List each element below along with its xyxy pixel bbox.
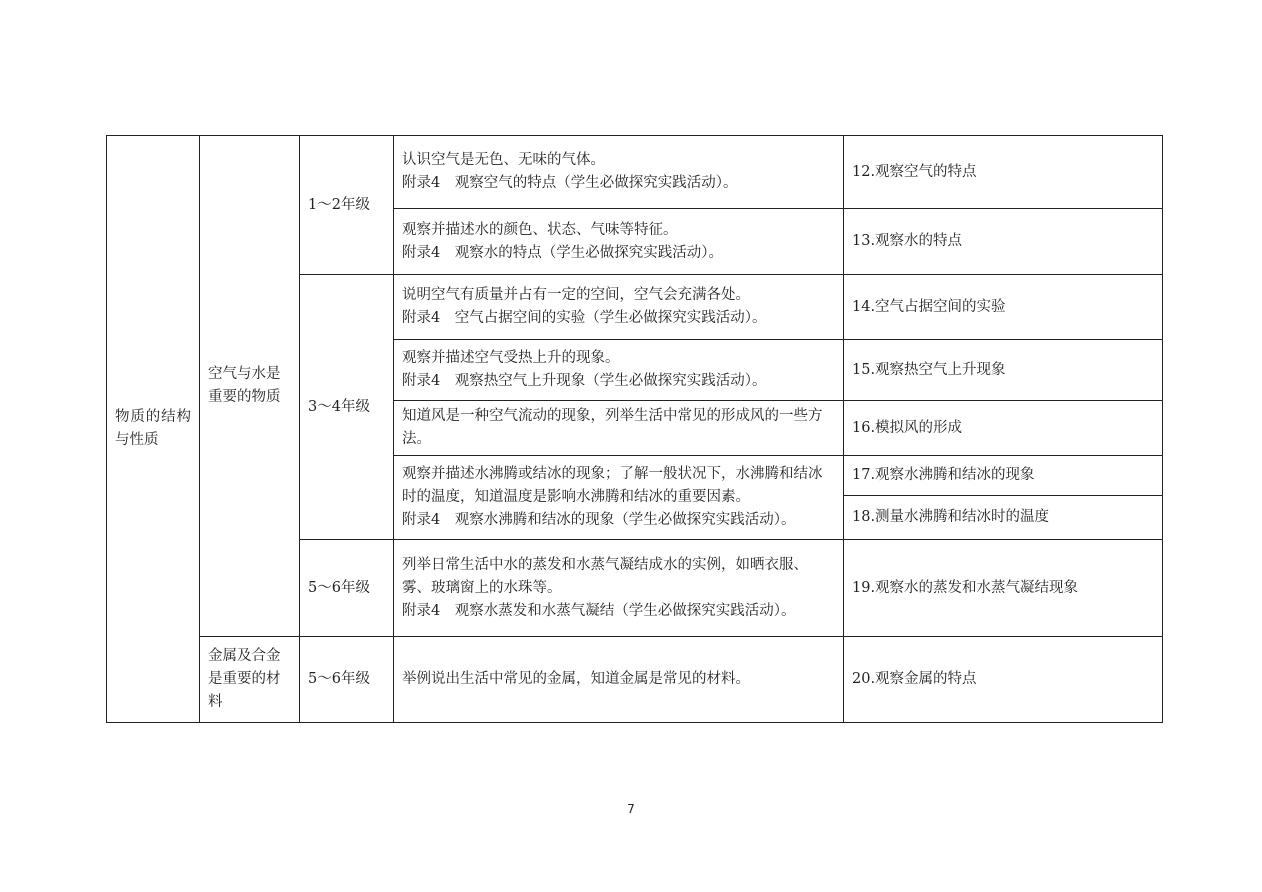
- activity-cell: 20.观察金属的特点: [844, 637, 1163, 723]
- requirement-cell: [394, 540, 844, 637]
- table-row: [107, 136, 1163, 209]
- grade-5-6: 5～6年级: [300, 540, 394, 637]
- activity-cell: 17.观察水沸腾和结冰的现象: [844, 456, 1163, 496]
- requirement-line: 观察并描述水的颜色、状态、气味等特征。: [402, 221, 678, 238]
- requirement-line: 附录4 观察水的特点（学生必做探究实践活动）。: [402, 244, 723, 261]
- requirement-line: 观察并描述空气受热上升的现象。: [402, 350, 620, 366]
- requirement-line: 列举日常生活中水的蒸发和水蒸气凝结成水的实例，如晒衣服、雾、玻璃窗上的水珠等。: [402, 556, 808, 596]
- table-row: [107, 637, 1163, 723]
- requirement-line: 附录4 空气占据空间的实验（学生必做探究实践活动）。: [402, 310, 767, 326]
- domain-cell: 物质的结构与性质: [107, 136, 200, 723]
- activity-cell: 19.观察水的蒸发和水蒸气凝结现象: [844, 540, 1163, 637]
- topic-air-water: 空气与水是重要的物质: [200, 136, 300, 637]
- requirement-cell: [394, 136, 844, 209]
- activity-cell: 14.空气占据空间的实验: [844, 275, 1163, 340]
- requirement-cell: [394, 456, 844, 540]
- requirement-cell: [394, 340, 844, 401]
- requirement-line: 附录4 观察热空气上升现象（学生必做探究实践活动）。: [402, 373, 767, 389]
- page-number: 7: [627, 802, 635, 816]
- curriculum-table: [106, 135, 1163, 723]
- grade-3-4: 3～4年级: [300, 275, 394, 540]
- topic-metal: 金属及合金是重要的材料: [200, 637, 300, 723]
- requirement-line: 观察并描述水沸腾或结冰的现象；了解一般状况下，水沸腾和结冰时的温度，知道温度是影响水沸腾和结冰的重要因素。: [402, 466, 823, 505]
- activity-cell: 15.观察热空气上升现象: [844, 340, 1163, 401]
- requirement-line: 认识空气是无色、无味的气体。: [402, 152, 605, 168]
- activity-cell: 12.观察空气的特点: [844, 136, 1163, 209]
- activity-cell: 18.测量水沸腾和结冰时的温度: [844, 496, 1163, 540]
- requirement-cell: [394, 401, 844, 456]
- requirement-cell: [394, 275, 844, 340]
- requirement-line: 附录4 观察水沸腾和结冰的现象（学生必做探究实践活动）。: [402, 512, 796, 528]
- activity-cell: 16.模拟风的形成: [844, 401, 1163, 456]
- requirement-cell: [394, 209, 844, 275]
- requirement-line: 附录4 观察空气的特点（学生必做探究实践活动）。: [402, 175, 738, 191]
- requirement-line: 附录4 观察水蒸发和水蒸气凝结（学生必做探究实践活动）。: [402, 602, 796, 619]
- requirement-line: 知道风是一种空气流动的现象，列举生活中常见的形成风的一些方法。: [402, 408, 823, 447]
- activity-cell: 13.观察水的特点: [844, 209, 1163, 275]
- grade-5-6-metal: 5～6年级: [300, 637, 394, 723]
- requirement-line: 举例说出生活中常见的金属，知道金属是常见的材料。: [402, 671, 750, 687]
- requirement-cell: [394, 637, 844, 723]
- requirement-line: 说明空气有质量并占有一定的空间，空气会充满各处。: [402, 287, 750, 303]
- grade-1-2: 1～2年级: [300, 136, 394, 275]
